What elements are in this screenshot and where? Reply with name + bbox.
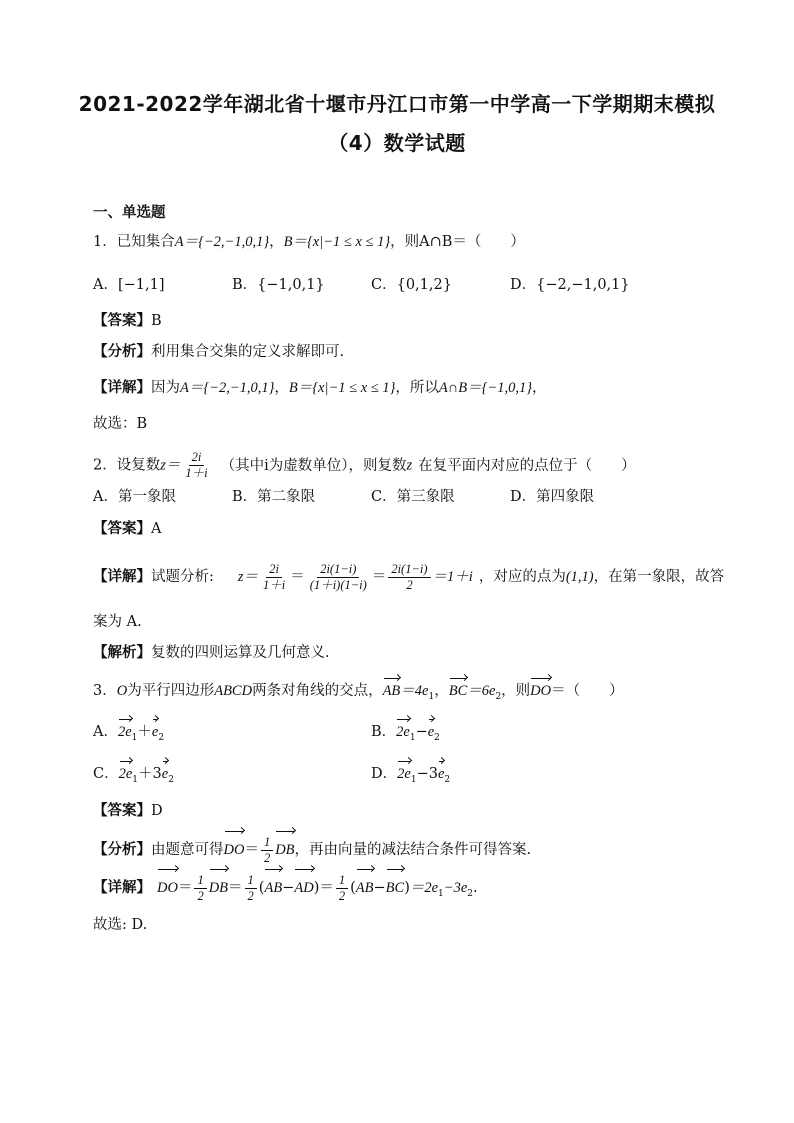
q1-stem	[93, 232, 525, 252]
q3-sub-2: 2	[495, 691, 502, 702]
q2-f2-num: 2i(1−i)	[317, 562, 359, 578]
q3-opt-b-term1: 2e	[396, 724, 410, 740]
q2-z: z	[406, 457, 413, 474]
q3-vector-bc: BC	[448, 683, 468, 699]
q3-detail-minus1: −	[282, 880, 295, 896]
q3-opt-a-term1: 2e	[117, 724, 132, 740]
q2-detail-result: ＝1＋i	[432, 569, 473, 585]
q2-explain	[93, 643, 330, 663]
q3-detail-ad: AD	[294, 872, 313, 904]
q3-option-a	[93, 722, 164, 748]
q3-comma: ，	[434, 683, 449, 699]
q3-half-den: 2	[263, 850, 271, 865]
q1-analysis-text: 利用集合交集的定义求解即可.	[151, 344, 345, 360]
q3-analysis-suffix: ，再由向量的减法结合条件可得答案.	[294, 842, 532, 858]
q1-answer-value: B	[151, 313, 162, 329]
q2-answer	[93, 519, 161, 539]
q3-answer-value: D	[151, 803, 163, 819]
q2-detail-z: z＝	[237, 569, 259, 585]
q3-opt-c-sub2: 2	[168, 774, 174, 785]
q3-option-d	[371, 764, 450, 790]
q3-detail-period: .	[473, 880, 478, 896]
q2-f1-num: 2i	[266, 562, 282, 578]
q1-option-d: D．{−2,−1,0,1}	[510, 277, 630, 293]
q3-detail-minus2: −	[373, 880, 386, 896]
detail-label: 【详解】	[93, 880, 151, 896]
q3-opt-b-sub1: 1	[409, 732, 416, 743]
q3-dh1-num: 1	[194, 873, 206, 889]
q3-opt-c-op: ＋3	[138, 766, 162, 782]
q2-f1-den: 1＋i	[263, 577, 286, 592]
q2-option-b: B．第二象限	[232, 489, 316, 505]
analysis-label: 【分析】	[93, 344, 151, 360]
q1-choose: 故选：B	[93, 416, 148, 432]
q2-detail-cont: 案为 A.	[93, 614, 142, 630]
q3-stem-text-4: ＝（ ）	[551, 683, 624, 699]
q2-detail-fraction-2	[307, 562, 370, 593]
q3-detail-eq3: ＝	[319, 880, 334, 896]
q3-eq-ab: ＝4e	[400, 683, 429, 699]
q3-opt-a-term2: e	[151, 724, 159, 740]
q3-stem	[93, 681, 624, 707]
q3-vector-do: DO	[530, 683, 552, 699]
q3-choose: 故选: D.	[93, 917, 148, 933]
q2-f2-den: (1＋i)(1−i)	[309, 577, 367, 592]
q1-option-b: B．{−1,0,1}	[232, 277, 325, 293]
q3-opt-d-sub2: 2	[444, 774, 451, 785]
answer-label: 【答案】	[93, 803, 151, 819]
q3-vector-ab: AB	[382, 683, 401, 699]
q3-detail-ab: AB	[264, 872, 282, 904]
q2-stem-suffix: 在复平面内对应的点位于（ ）	[418, 457, 636, 474]
q2-z-eq: z＝	[160, 457, 181, 474]
q1-analysis	[93, 342, 344, 362]
q3-detail-sub1: 1	[438, 888, 444, 899]
q1-stem-prefix: 1．已知集合	[93, 234, 175, 250]
q3-option-b	[371, 722, 440, 748]
q3-detail-do: DO	[157, 872, 178, 904]
q3-dh1-den: 2	[197, 888, 204, 903]
q3-analysis-db: DB	[275, 834, 294, 866]
q1-detail-set-b: B＝{x|−1 ≤ x ≤ 1}	[288, 380, 396, 396]
q2-answer-value: A	[151, 521, 162, 537]
section-heading: 一、单选题	[93, 205, 166, 221]
q3-detail-half-1	[194, 873, 206, 904]
q3-opt-b-sub2: 2	[434, 732, 440, 743]
q3-opt-d-prefix: D．	[371, 766, 398, 782]
q3-dh2-den: 2	[247, 888, 254, 903]
q1-detail-mid: ，所以	[395, 380, 439, 396]
q2-detail-prefix: 试题分析:	[151, 569, 214, 585]
q3-detail-ab-2: AB	[356, 872, 374, 904]
q3-detail-bc: BC	[386, 872, 405, 904]
analysis-label: 【分析】	[93, 842, 151, 858]
q2-f3-den: 2	[406, 577, 413, 592]
q3-detail-sub2: 2	[467, 888, 473, 899]
answer-label: 【答案】	[93, 521, 151, 537]
q2-detail-fraction-1	[260, 562, 288, 593]
answer-label: 【答案】	[93, 313, 151, 329]
q3-abcd: ABCD	[214, 683, 253, 699]
q3-opt-b-term2: e	[427, 724, 435, 740]
q1-set-b: B＝{x|−1 ≤ x ≤ 1}	[283, 234, 391, 250]
q2-stem-prefix: 2．设复数	[93, 457, 161, 474]
q1-detail-sep: ，	[274, 380, 289, 396]
q3-option-c	[93, 764, 174, 790]
q2-detail-tail: ，在第一象限，故答	[593, 569, 725, 585]
q1-detail-end: ，	[532, 380, 547, 396]
q3-opt-c-term2: e	[161, 766, 169, 782]
q2-detail-point: (1,1)	[565, 569, 594, 585]
q2-detail-eq2: ＝	[371, 569, 387, 585]
q2-detail-eq1: ＝	[290, 569, 305, 585]
q3-dh2-num: 1	[245, 873, 257, 889]
q2-f3-num: 2i(1−i)	[388, 562, 430, 578]
q2-option-c: C．第三象限	[371, 489, 455, 505]
q2-stem	[93, 450, 636, 481]
q1-answer	[93, 311, 162, 331]
q3-opt-d-term1: 2e	[397, 766, 411, 782]
q2-detail-mid: ，对应的点为	[478, 569, 566, 585]
q1-detail-set-a: A＝{−2,−1,0,1}	[180, 380, 275, 396]
q3-detail-half-3	[336, 873, 348, 904]
q3-opt-d-sub1: 1	[410, 774, 417, 785]
document-title-line2: （4）数学试题	[328, 131, 466, 155]
q3-detail-db: DB	[209, 872, 228, 904]
q3-stem-number: 3．	[93, 683, 117, 699]
q2-detail	[93, 560, 724, 594]
q3-analysis-half	[261, 835, 273, 866]
q3-opt-d-term2: e	[437, 766, 445, 782]
q3-dh3-den: 2	[338, 888, 346, 903]
q3-analysis-do: DO	[224, 834, 245, 866]
q1-detail-prefix: 因为	[151, 380, 180, 396]
q2-fraction-numerator: 2i	[189, 450, 205, 466]
q3-detail-result-a: ＝2e	[409, 880, 439, 896]
q3-opt-a-op: ＋	[137, 724, 152, 740]
q1-option-c: C．{0,1,2}	[371, 277, 452, 293]
q3-half-num: 1	[261, 835, 273, 851]
q2-option-d: D．第四象限	[510, 489, 595, 505]
q1-detail-result: A∩B＝{−1,0,1}	[438, 380, 532, 396]
detail-label: 【详解】	[93, 380, 151, 396]
q1-detail	[93, 378, 547, 398]
q3-opt-a-sub2: 2	[158, 732, 165, 743]
q3-point-o: O	[116, 683, 128, 699]
q3-dh3-num: 1	[336, 873, 348, 889]
q3-opt-b-op: −	[415, 724, 428, 740]
q1-sep: ，	[269, 234, 284, 250]
q3-eq-bc: ＝6e	[467, 683, 496, 699]
q3-opt-b-prefix: B．	[371, 724, 397, 740]
q3-stem-text-3: ，则	[501, 683, 531, 699]
document-title-line1: 2021-2022学年湖北省十堰市丹江口市第一中学高一下学期期末模拟	[78, 92, 716, 116]
q2-fraction-denominator: 1＋i	[185, 466, 208, 480]
q3-opt-a-sub1: 1	[131, 732, 138, 743]
q1-stem-suffix: ，则A∩B＝（ ）	[390, 234, 525, 250]
detail-label: 【详解】	[93, 569, 151, 585]
q3-answer	[93, 801, 163, 821]
q3-sub-1: 1	[428, 691, 435, 702]
explain-label: 【解析】	[93, 645, 151, 661]
q2-option-a: A．第一象限	[93, 489, 176, 505]
q3-detail: 【详解】 DO＝ $\frac{1}{2}$ DB＝ $\frac{1}{2}$ (AB−AD)＝ $\frac{1}{2}$ $(AB-BC)=2e_1-3e_2$.	[93, 872, 478, 903]
q3-stem-text-2: 两条对角线的交点，	[252, 683, 383, 699]
q3-detail-result-op: −3e	[443, 880, 468, 896]
q3-analysis	[93, 834, 531, 866]
q2-explain-text: 复数的四则运算及几何意义.	[151, 645, 330, 661]
q3-detail-eq1: ＝	[177, 880, 193, 896]
q3-opt-d-op: −3	[416, 766, 438, 782]
q2-stem-mid: （其中i为虚数单位），则复数	[220, 457, 407, 474]
q2-fraction	[182, 450, 210, 481]
q3-detail-half-2	[245, 873, 257, 904]
q2-detail-fraction-3	[388, 562, 430, 593]
q3-opt-c-term1: 2e	[118, 766, 133, 782]
q3-detail-eq2: ＝	[228, 880, 243, 896]
q3-stem-text-1: 为平行四边形	[127, 683, 215, 699]
q3-opt-c-sub1: 1	[132, 774, 139, 785]
q1-set-a: A＝{−2,−1,0,1}	[174, 234, 270, 250]
q3-analysis-eq: ＝	[244, 842, 259, 858]
q3-opt-c-prefix: C．	[93, 766, 119, 782]
q1-option-a: A．[−1,1]	[93, 277, 165, 293]
q3-opt-a-prefix: A．	[93, 724, 118, 740]
q3-analysis-prefix: 由题意可得	[151, 842, 224, 858]
